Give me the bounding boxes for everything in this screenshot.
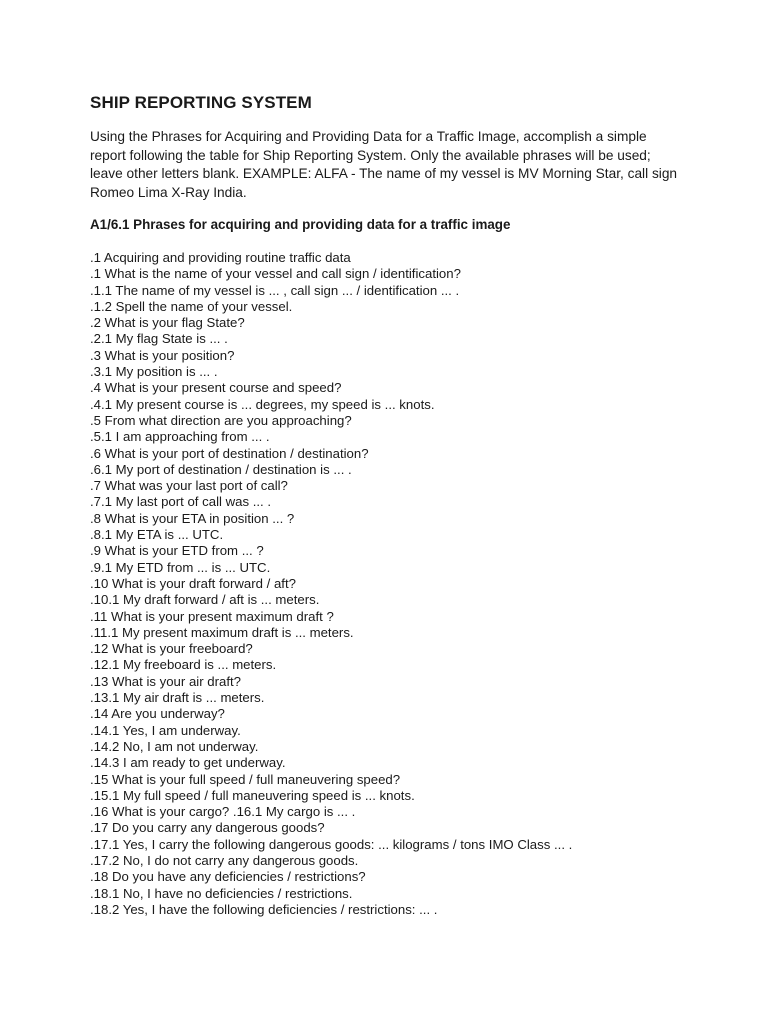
phrase-line: .17.1 Yes, I carry the following dangerous goods: ... kilograms / tons IMO Class ... . [90, 836, 573, 852]
phrase-line: .2 What is your flag State? [90, 315, 245, 331]
phrase-line: .7.1 My last port of call was ... . [90, 494, 272, 510]
phrase-line: .17.2 No, I do not carry any dangerous goods. [90, 852, 359, 868]
intro-paragraph: Using the Phrases for Acquiring and Providing Data for a Traffic Image, accomplish a simple report following the table for Ship Reporting System. Only the available phrases will be used; leave other letters blank. EXAMPLE: ALFA - The name of my vessel is MV Morning Star, call sign Romeo Lima X-Ray India. [90, 129, 678, 201]
phrase-line: .10.1 My draft forward / aft is ... meters. [90, 592, 320, 608]
phrase-line: .6 What is your port of destination / destination? [90, 445, 369, 461]
phrase-line: .17 Do you carry any dangerous goods? [90, 820, 325, 836]
phrase-line: .1.2 Spell the name of your vessel. [90, 298, 293, 314]
phrase-line: .18.2 Yes, I have the following deficiencies / restrictions: ... . [90, 901, 438, 917]
phrase-line: .8 What is your ETA in position ... ? [90, 510, 295, 526]
phrase-line: .14 Are you underway? [90, 706, 225, 722]
phrase-line: .2.1 My flag State is ... . [90, 331, 228, 347]
phrase-line: .9 What is your ETD from ... ? [90, 543, 264, 559]
phrase-line: .5.1 I am approaching from ... . [90, 429, 270, 445]
phrase-line: .10 What is your draft forward / aft? [90, 575, 296, 591]
phrase-line: .5 From what direction are you approaching? [90, 412, 352, 428]
phrase-line: .13.1 My air draft is ... meters. [90, 690, 265, 706]
phrase-line: .15 What is your full speed / full maneuvering speed? [90, 771, 401, 787]
phrase-line: .8.1 My ETA is ... UTC. [90, 527, 224, 543]
phrase-line: .9.1 My ETD from ... is ... UTC. [90, 559, 271, 575]
phrase-line: .16 What is your cargo? .16.1 My cargo is ... . [90, 804, 356, 820]
phrase-line: .3.1 My position is ... . [90, 364, 218, 380]
phrase-line: .1.1 The name of my vessel is ... , call sign ... / identification ... . [90, 282, 460, 298]
phrase-line: .14.1 Yes, I am underway. [90, 722, 241, 738]
phrase-line: .12.1 My freeboard is ... meters. [90, 657, 277, 673]
phrase-line: .1 What is the name of your vessel and call sign / identification? [90, 266, 461, 282]
phrase-line: .11 What is your present maximum draft ? [90, 608, 334, 624]
phrase-line: .4 What is your present course and speed? [90, 380, 342, 396]
section-heading: A1/6.1 Phrases for acquiring and providing data for a traffic image [90, 217, 511, 232]
phrase-line: .14.3 I am ready to get underway. [90, 755, 286, 771]
phrase-line: .12 What is your freeboard? [90, 641, 253, 657]
phrase-line: .1 Acquiring and providing routine traffic data [90, 250, 351, 265]
phrase-line: .4.1 My present course is ... degrees, my speed is ... knots. [90, 396, 435, 412]
phrase-line: .7 What was your last port of call? [90, 478, 288, 494]
document-title: SHIP REPORTING SYSTEM [90, 93, 312, 112]
phrase-line: .18 Do you have any deficiencies / restrictions? [90, 869, 366, 885]
phrase-line: .13 What is your air draft? [90, 673, 241, 689]
phrase-line: .15.1 My full speed / full maneuvering speed is ... knots. [90, 787, 415, 803]
phrase-line: .14.2 No, I am not underway. [90, 738, 259, 754]
phrase-line: .11.1 My present maximum draft is ... meters. [90, 624, 354, 640]
phrase-line: .6.1 My port of destination / destination is ... . [90, 461, 352, 477]
phrase-line: .18.1 No, I have no deficiencies / restrictions. [90, 885, 353, 901]
phrase-list [90, 250, 572, 918]
phrase-line: .3 What is your position? [90, 347, 235, 363]
